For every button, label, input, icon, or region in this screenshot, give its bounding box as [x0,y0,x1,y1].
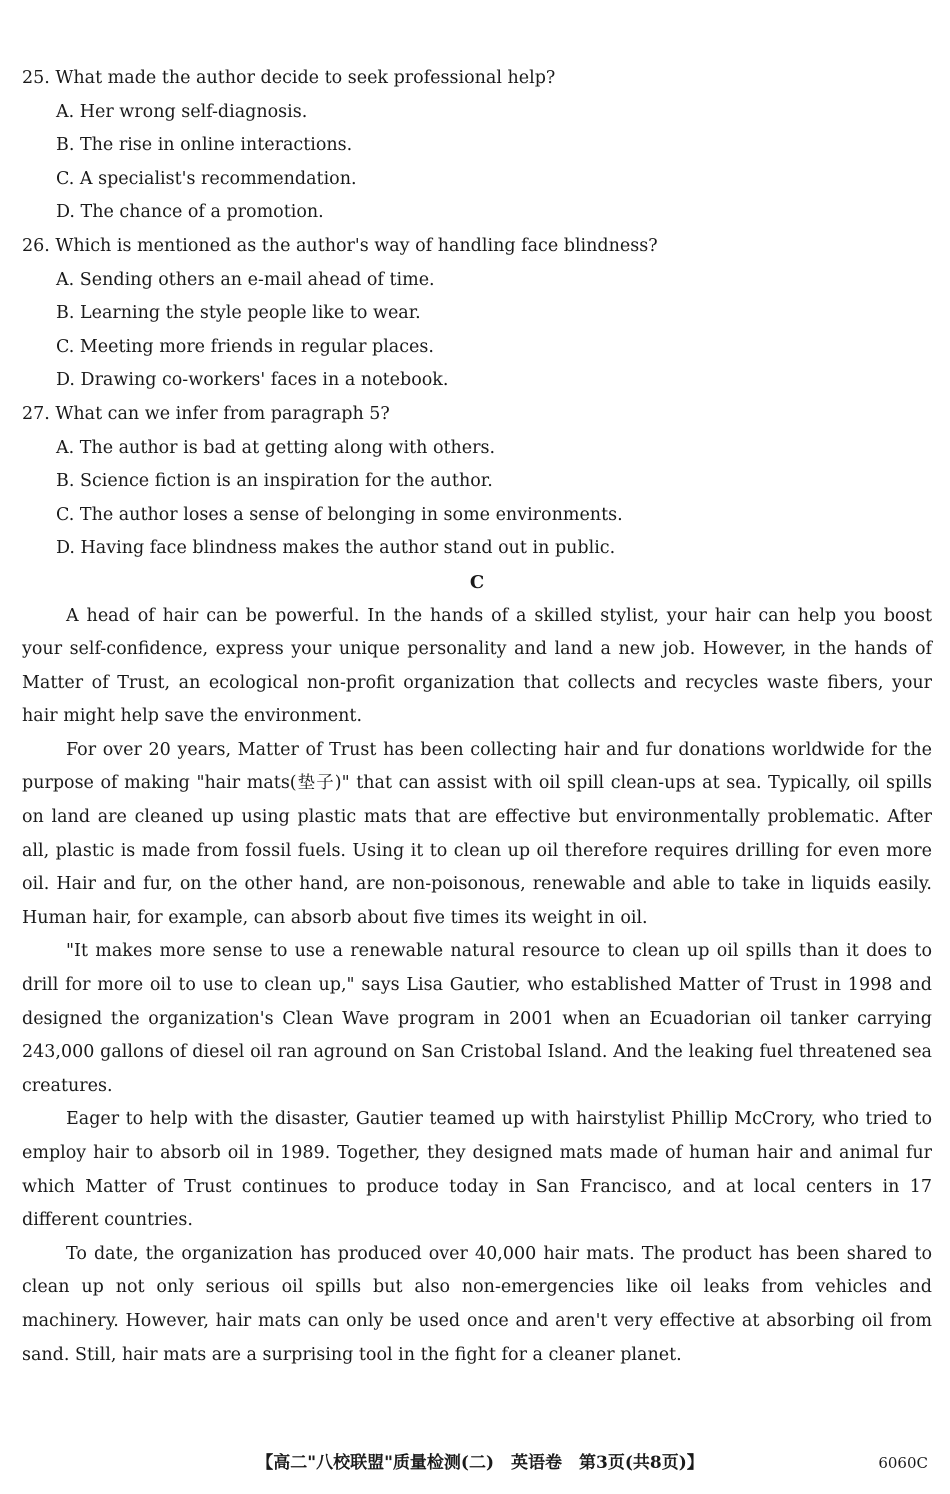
question-25 [22,62,932,230]
section-title: C [469,571,485,593]
page-footer [0,1448,950,1478]
passage-paragraph: A head of hair can be powerful. In the hands of a skilled stylist, your hair can help you boost your self-confidence, express your unique personality and land a new job. However, in the hands of Matter of Trust, an ecological non-profit organization that collects and recycles waste fibers, your hair might help save the environment. [22,605,932,727]
option-d: D. Drawing co-workers' faces in a notebook. [56,370,449,391]
passage-paragraph: "It makes more sense to use a renewable natural resource to clean up oil spills than it does to drill for more oil to use to clean up," says Lisa Gautier, who established Matter of Trust in 1998 and designed the organization's Clean Wave program in 2001 when an Ecuadorian oil tanker carrying 243,000 gallons of diesel oil ran aground on San Cristobal Island. And the leaking fuel threatened sea creatures. [22,941,932,1096]
question-27 [22,398,932,566]
option-c: C. The author loses a sense of belonging in some environments. [56,504,623,525]
option-a: A. Sending others an e-mail ahead of time. [56,269,435,290]
footer-code: 6060C [878,1454,928,1472]
footer-title: 【高二"八校联盟"质量检测(二) 英语卷 第3页(共8页)】 [256,1453,704,1473]
question-stem: 25. What made the author decide to seek professional help? [22,68,556,88]
passage-c [22,600,932,1373]
passage-paragraph: To date, the organization has produced over 40,000 hair mats. The product has been shared to clean up not only serious oil spills but also non-emergencies like oil leaks from vehicles and machinery. However, hair mats can only be used once and aren't very effective at absorbing oil from sand. Still, hair mats are a surprising tool in the fight for a cleaner planet. [22,1243,932,1365]
question-stem: 26. Which is mentioned as the author's way of handling face blindness? [22,235,658,256]
option-b: B. The rise in online interactions. [56,135,353,156]
exam-page [22,62,932,1372]
option-d: D. The chance of a promotion. [56,202,324,223]
option-c: C. A specialist's recommendation. [56,168,357,189]
option-b: B. Learning the style people like to wear. [56,303,421,324]
option-a: A. The author is bad at getting along with others. [56,437,496,458]
option-c: C. Meeting more friends in regular places. [56,336,434,357]
question-stem: 27. What can we infer from paragraph 5? [22,403,390,424]
option-d: D. Having face blindness makes the author stand out in public. [56,538,616,559]
option-a: A. Her wrong self-diagnosis. [56,101,308,122]
passage-paragraph: Eager to help with the disaster, Gautier teamed up with hairstylist Phillip McCrory, who tried to employ hair to absorb oil in 1989. Together, they designed mats made of human hair and animal fur which Matter of Trust continues to produce today in San Francisco, and at local centers in 17 different countries. [22,1109,932,1231]
question-26 [22,230,932,398]
option-b: B. Science fiction is an inspiration for the author. [56,471,493,492]
passage-paragraph: For over 20 years, Matter of Trust has been collecting hair and fur donations worldwide for the purpose of making "hair mats(垫子)" that can assist with oil spill clean-ups at sea. Typically, oil spills on land are cleaned up using plastic mats that are effective but environmentally problematic. After all, plastic is made from fossil fuels. Using it to clean up oil therefore requires drilling for even more oil. Hair and fur, on the other hand, are non-poisonous, renewable and able to take in liquids easily. Human hair, for example, can absorb about five times its weight in oil. [22,739,932,928]
